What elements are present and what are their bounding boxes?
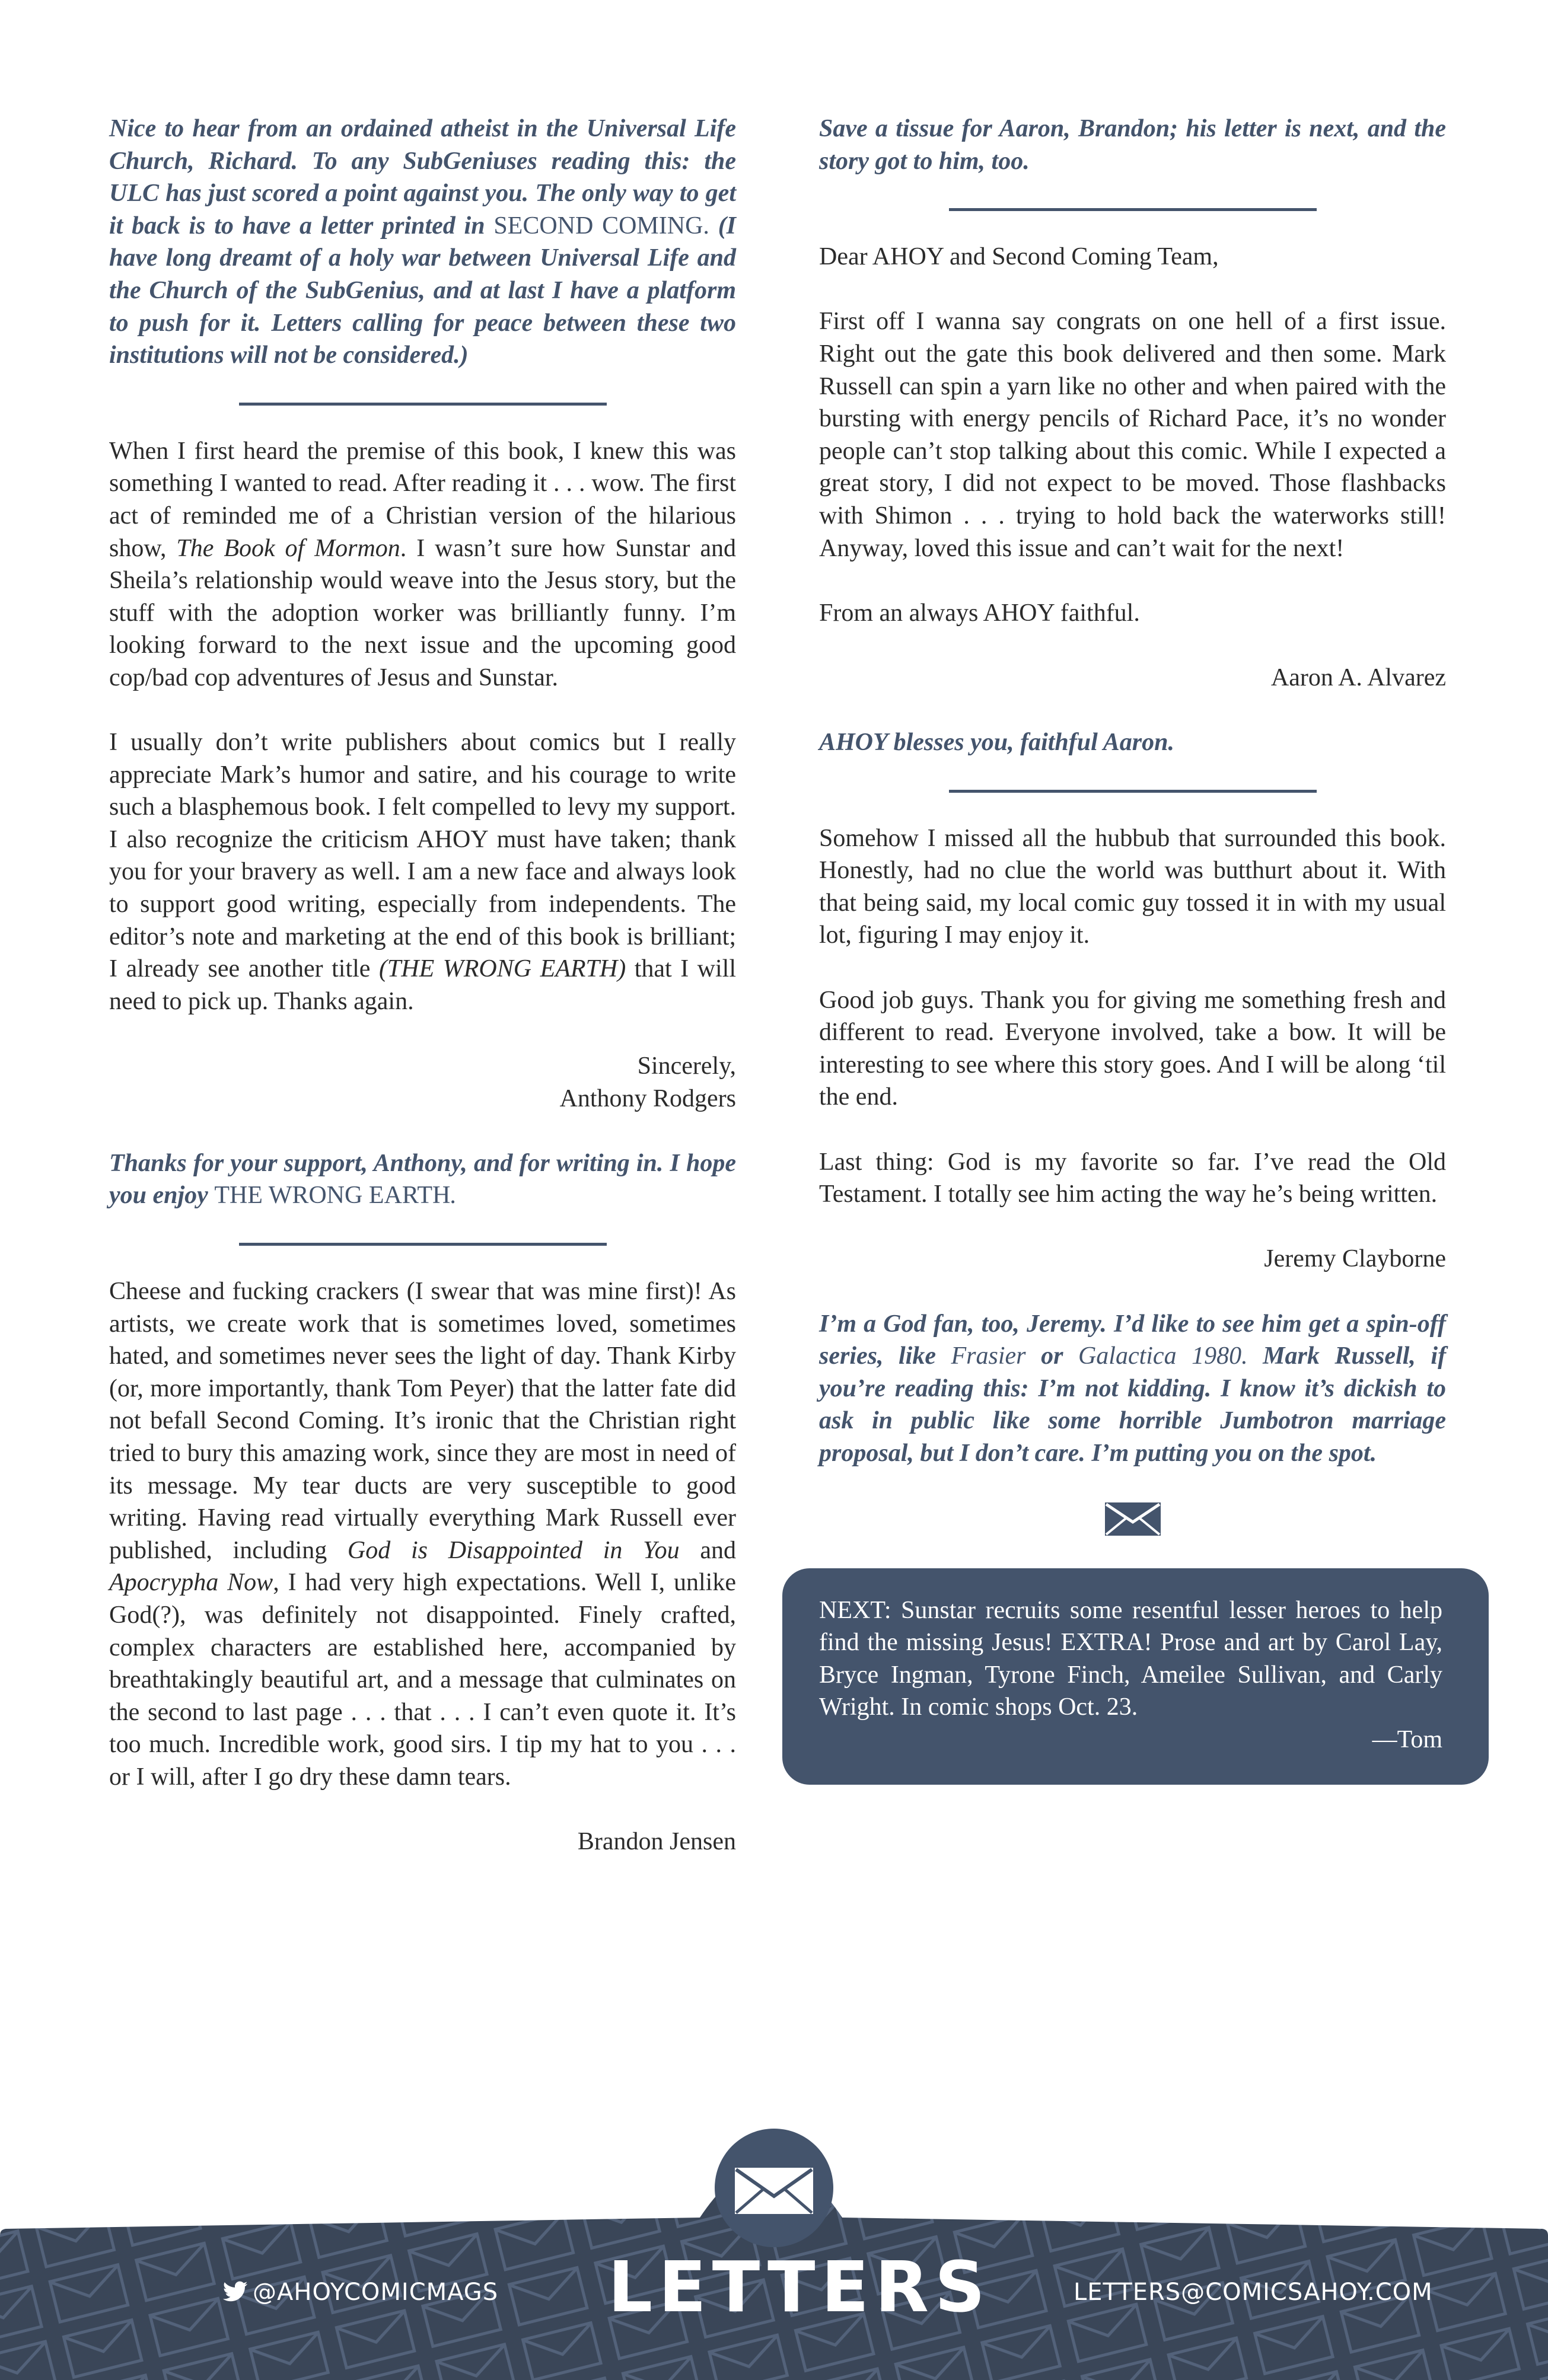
letter-signature: Jeremy Clayborne [1264,1245,1446,1273]
editor-reply-brandon: Save a tissue for Aaron, Brandon; his letter is next, and the story got to him, too. [819,115,1446,175]
divider [239,1243,607,1246]
letter-signature: Brandon Jensen [577,1828,736,1856]
editor-reply-jeremy: I’m a God fan, too, Jeremy. I’d like to see him get a spin-off series, like Frasier or Galactica 1980. Mark Russell, if you’re reading this: I’m not kidding. I know it’s dickish to ask in public like some horrible Jumbotron marriage proposal, but I don’t care. I’m putting you on the spot. [819,1310,1447,1467]
letter-closing: From an always AHOY faithful. [819,599,1140,627]
letter-jeremy-paragraph-3: Last thing: God is my favorite so far. I’ve read the Old Testament. I totally see him acting the way he’s being written. [819,1148,1446,1208]
next-issue-text: NEXT: Sunstar recruits some resentful lesser heroes to help find the missing Jesus! EXTRA! Prose and art by Carol Lay, Bryce Ingman, Tyrone Finch, Ameilee Sullivan, and Carly Wright. In comic shops Oct. 23. [819,1596,1442,1721]
letters-footer-banner [0,2111,1548,2380]
next-issue-box [782,1568,1489,1785]
twitter-icon [223,2281,248,2302]
left-column [109,113,736,1858]
footer-background [0,2111,1548,2380]
email-link[interactable]: LETTERS@COMICSAHOY.COM [1074,2279,1433,2306]
letter-greeting: Dear AHOY and Second Coming Team, [819,243,1219,271]
divider [949,790,1317,793]
letter-anthony-paragraph-2: I usually don’t write publishers about comics but I really appreciate Mark’s humor and satire, and his courage to write such a blasphemous book. I felt compelled to levy my support. I also recognize the criticism AHOY must have taken; thank you for your bravery as well. I am a new face and always look to support good writing, especially from independents. The editor’s note and marketing at the end of this book is brilliant; I already see another title (THE WRONG EARTH) that I will need to pick up. Thanks again. [109,729,737,1015]
reply-title: Galactica 1980 [1078,1342,1242,1370]
divider [949,208,1317,211]
reply-text: Nice to hear from an ordained atheist in the Universal Life Church, Richard. To any SubGeniuses reading this: the ULC has just scored a point against you. The only way to get it back is to have a letter printed in [109,115,736,240]
right-column [819,113,1446,1785]
letter-jeremy-paragraph-2: Good job guys. Thank you for giving me something fresh and different to read. Everyone involved, take a bow. It will be interesting to see where this story goes. And I will be along ‘til the end. [819,986,1446,1111]
reply-text: (I have long dreamt of a holy war between Universal Life and the Church of the SubGenius, and at last I have a platform to push for it. Letters calling for peace between these two institutions will not be considered.) [109,212,737,369]
letter-signature: Aaron A. Alvarez [1270,663,1446,691]
editor-reply-aaron: AHOY blesses you, faithful Aaron. [819,729,1174,757]
envelope-icon [1103,1501,1162,1537]
envelope-icon [735,2168,813,2214]
letter-closing: Sincerely, [637,1052,736,1080]
divider [239,403,607,406]
letter-anthony-paragraph-1: When I first heard the premise of this book, I knew this was something I wanted to read. After reading it . . . wow. The first act of reminded me of a Christian version of the hilarious show, The Book of Mormon. I wasn’t sure how Sunstar and Sheila’s relationship would weave into the Jesus story, but the stuff with the adoption worker was brilliantly funny. I’m looking forward to the next issue and the upcoming good cop/bad cop adventures of Jesus and Sunstar. [109,437,736,691]
letter-brandon-paragraph-1: Cheese and fucking crackers (I swear that was mine first)! As artists, we create work that is sometimes loved, sometimes hated, and sometimes never sees the light of day. Thank Kirby (or, more importantly, thank Tom Peyer) that the latter fate did not befall Second Coming. It’s ironic that the Christian right tried to bury this amazing work, since they are most in need of its message. My tear ducts are very susceptible to good writing. Having read virtually everything Mark Russell ever published, including God is Disappointed in You and Apocrypha Now, I had very high expectations. Well I, unlike God(?), was definitely not disappointed. Finely crafted, complex characters are established here, accompanied by breathtakingly beautiful art, and a message that culminates on the second to last page . . . that . . . I can’t even quote it. It’s too much. Incredible work, good sirs. I tip my hat to you . . . or I will, after I go dry these damn tears. [109,1278,737,1791]
reply-title: Frasier [951,1342,1026,1370]
page-title: LETTERS [608,2246,991,2328]
reply-title: SECOND COMING. [493,212,709,240]
next-issue-signature: —Tom [1372,1725,1442,1753]
letter-signature: Anthony Rodgers [559,1084,736,1112]
editor-reply-anthony: Thanks for your support, Anthony, and for writing in. I hope you enjoy THE WRONG EARTH. [109,1149,736,1210]
letter-jeremy-paragraph-1: Somehow I missed all the hubbub that surrounded this book. Honestly, had no clue the world was butthurt about it. With that being said, my local comic guy tossed it in with my usual lot, figuring I may enjoy it. [819,824,1446,949]
twitter-handle[interactable]: @AHOYCOMICMAGS [223,2279,498,2306]
letter-aaron-paragraph-1: First off I wanna say congrats on one hell of a first issue. Right out the gate this book delivered and then some. Mark Russell can spin a yarn like no other and when paired with the bursting with energy pencils of Richard Pace, it’s no wonder people can’t stop talking about this comic. While I expected a great story, I did not expect to be moved. Those flashbacks with Shimon . . . trying to hold back the waterworks still! Anyway, loved this issue and can’t wait for the next! [819,308,1446,562]
editor-reply-richard [109,113,736,372]
reply-title: THE WRONG EARTH [214,1182,451,1210]
